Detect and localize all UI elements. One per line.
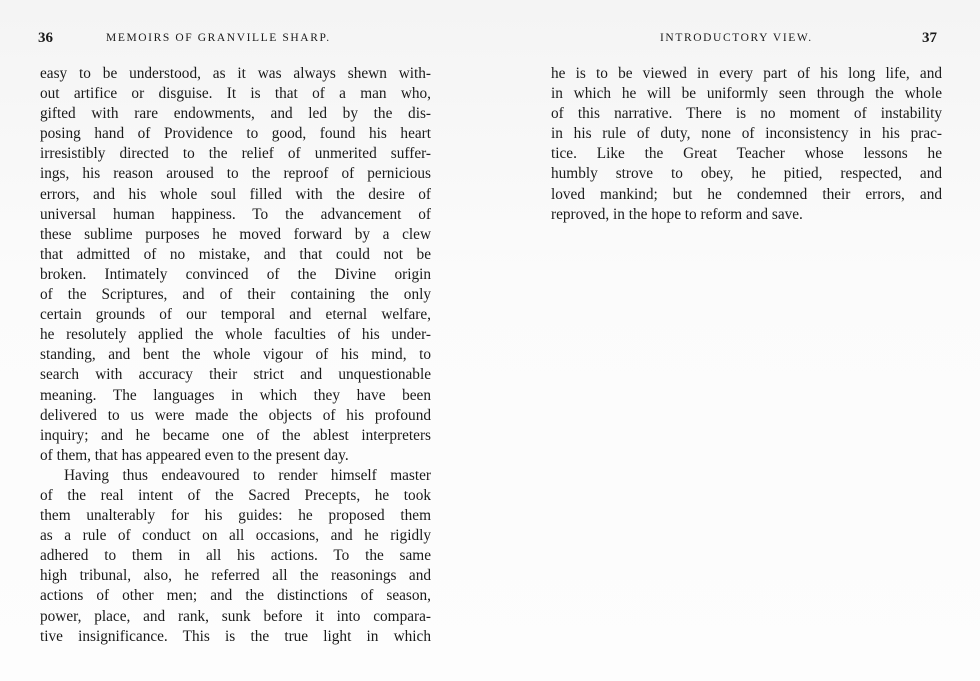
text-line: delivered to us were made the objects of his profound [40,406,431,424]
text-line: posing hand of Providence to good, found his heart [40,125,431,143]
text-line: irresistibly directed to the relief of unmerited suffer- [40,145,431,163]
text-line: inquiry; and he became one of the ablest interpreters [40,426,431,444]
text-line: of this narrative. There is no moment of instability [551,105,942,123]
text-line: universal human happiness. To the advancement of [40,205,431,223]
text-line: gifted with rare endowments, and led by the dis- [40,105,431,123]
text-line: in his rule of duty, none of inconsistency in his prac- [551,125,942,143]
text-line: actions of other men; and the distinctions of season, [40,587,431,605]
right-page-text [551,64,942,225]
text-line: broken. Intimately convinced of the Divine origin [40,265,431,283]
right-page-number: 37 [922,30,937,46]
text-line: adhered to them in all his actions. To the same [40,547,431,565]
text-line: that admitted of no mistake, and that could not be [40,245,431,263]
text-line: of them, that has appeared even to the present day. [40,446,349,464]
text-line: in which he will be uniformly seen through the whole [551,85,942,103]
text-line: of the Scriptures, and of their containing the only [40,286,431,304]
text-line: standing, and bent the whole vigour of his mind, to [40,346,431,364]
text-line: easy to be understood, as it was always shewn with- [40,65,431,82]
text-line: as a rule of conduct on all occasions, and he rigidly [40,527,431,545]
text-line: high tribunal, also, he referred all the reasonings and [40,567,431,585]
text-line: humbly strove to obey, he pitied, respected, and [551,165,942,183]
text-line: tive insignificance. This is the true light in which [40,627,431,645]
text-line: tice. Like the Great Teacher whose lessons he [551,145,942,163]
text-line: out artifice or disguise. It is that of a man who, [40,85,431,103]
text-line: meaning. The languages in which they have been [40,386,431,404]
text-line: loved mankind; but he condemned their errors, and [551,185,942,203]
text-line: certain grounds of our temporal and eternal welfare, [40,306,431,324]
text-line: reproved, in the hope to reform and save. [551,205,803,223]
text-line: he is to be viewed in every part of his long life, and [551,65,942,82]
text-line: search with accuracy their strict and unquestionable [40,366,431,384]
text-line: of the real intent of the Sacred Precepts, he took [40,486,431,504]
left-page-number: 36 [38,30,53,46]
left-page-text [40,64,431,647]
text-line: he resolutely applied the whole faculties of his under- [40,326,431,344]
text-line: Having thus endeavoured to render himself master [64,466,431,484]
text-line: ings, his reason aroused to the reproof of pernicious [40,165,431,183]
text-line: errors, and his whole soul filled with the desire of [40,185,431,203]
text-line: them unalterably for his guides: he proposed them [40,507,431,525]
right-running-head: INTRODUCTORY VIEW. [660,32,813,44]
left-running-head: MEMOIRS OF GRANVILLE SHARP. [106,32,331,44]
text-line: power, place, and rank, sunk before it into compara- [40,607,431,625]
text-line: these sublime purposes he moved forward by a clew [40,225,431,243]
